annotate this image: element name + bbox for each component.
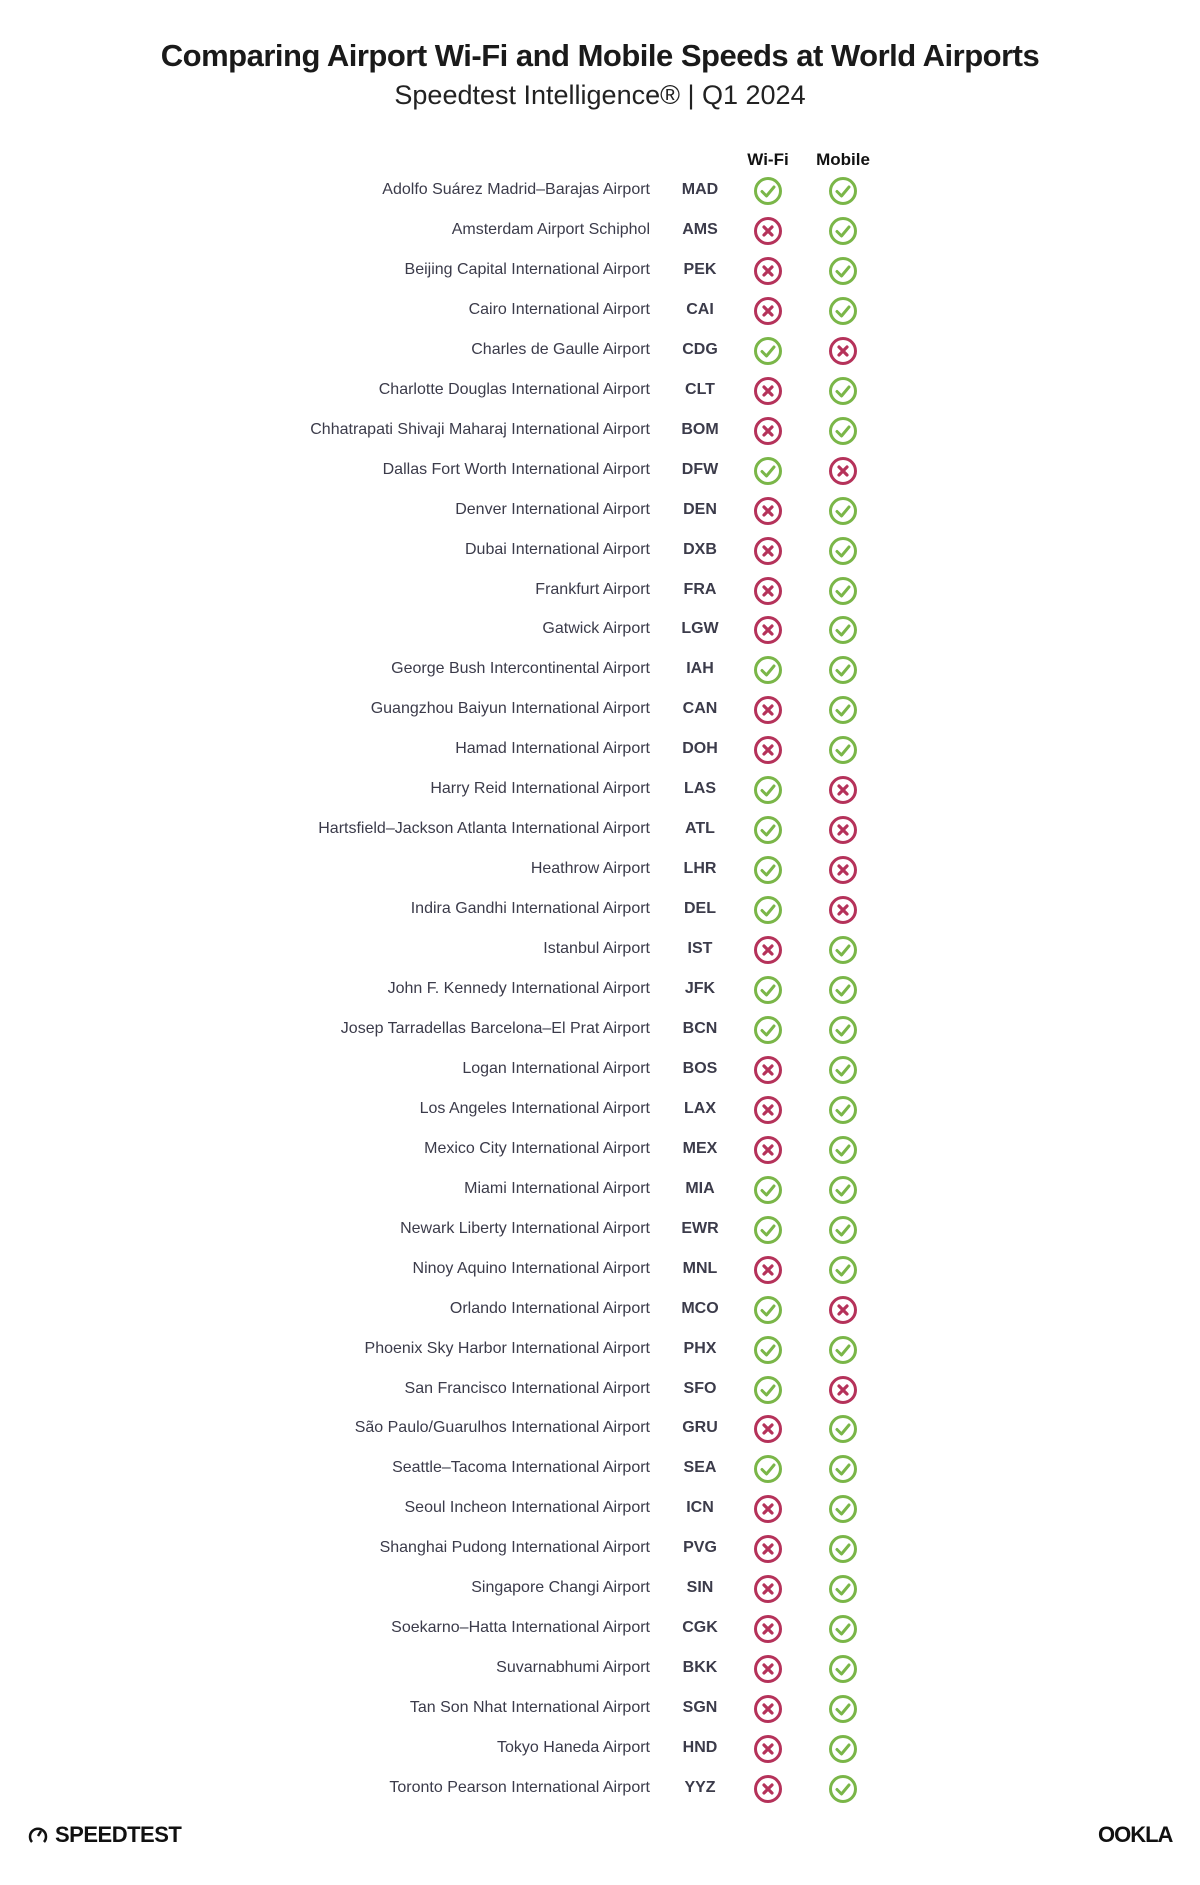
table-row <box>0 1090 1200 1130</box>
airport-name: John F. Kennedy International Airport <box>387 980 650 997</box>
airport-name: Beijing Capital International Airport <box>404 260 650 278</box>
wifi-check-icon <box>753 176 783 206</box>
airport-code: SGN <box>682 1699 718 1717</box>
table-row <box>0 810 1200 850</box>
mobile-check-icon <box>828 1414 858 1444</box>
airport-name: Dallas Fort Worth International Airport <box>382 460 650 478</box>
wifi-check-icon <box>753 1335 783 1365</box>
mobile-check-icon <box>828 176 858 206</box>
mobile-check-icon <box>828 975 858 1005</box>
airport-code: BOS <box>682 1059 718 1077</box>
mobile-check-icon <box>828 1335 858 1365</box>
airport-code: DXB <box>683 540 717 558</box>
table-row <box>0 571 1200 611</box>
mobile-check-icon <box>828 1215 858 1245</box>
table-row <box>0 1769 1200 1809</box>
airport-code: IST <box>687 940 713 958</box>
airport-code: LAX <box>684 1099 716 1117</box>
wifi-check-icon <box>753 1375 783 1405</box>
wifi-cross-icon <box>753 256 783 286</box>
mobile-check-icon <box>828 1614 858 1644</box>
mobile-check-icon <box>828 655 858 685</box>
airport-code: LHR <box>683 860 717 878</box>
airport-name: Singapore Changi Airport <box>471 1579 650 1597</box>
table-row <box>0 1569 1200 1609</box>
table-row <box>0 1250 1200 1290</box>
airport-code: DEL <box>684 900 716 918</box>
wifi-cross-icon <box>753 1135 783 1165</box>
airport-code: DOH <box>682 740 718 758</box>
mobile-cross-icon <box>828 815 858 845</box>
chart-subtitle: Speedtest Intelligence® | Q1 2024 <box>394 80 806 110</box>
mobile-check-icon <box>828 576 858 606</box>
airport-name: Shanghai Pudong International Airport <box>379 1539 650 1557</box>
wifi-cross-icon <box>753 1734 783 1764</box>
table-row <box>0 1529 1200 1569</box>
table-row <box>0 331 1200 371</box>
wifi-check-icon <box>753 1295 783 1325</box>
airport-code: BOM <box>681 420 719 438</box>
table-row <box>0 1729 1200 1769</box>
airport-name: Logan International Airport <box>462 1059 650 1077</box>
wifi-check-icon <box>753 1175 783 1205</box>
column-header-mobile: Mobile <box>816 150 870 169</box>
wifi-cross-icon <box>753 536 783 566</box>
airport-name: Ninoy Aquino International Airport <box>412 1259 650 1277</box>
airport-code: YYZ <box>684 1779 716 1796</box>
table-row <box>0 1609 1200 1649</box>
airport-name: Dubai International Airport <box>465 540 650 558</box>
mobile-check-icon <box>828 256 858 286</box>
wifi-cross-icon <box>753 1614 783 1644</box>
table-row <box>0 1210 1200 1250</box>
airport-name: Denver International Airport <box>455 500 650 518</box>
airport-code: CLT <box>685 380 715 398</box>
wifi-check-icon <box>753 655 783 685</box>
airport-code: CGK <box>682 1619 718 1637</box>
wifi-cross-icon <box>753 496 783 526</box>
airport-name: Indira Gandhi International Airport <box>410 900 650 918</box>
airport-name: Charlotte Douglas International Airport <box>378 380 650 398</box>
airport-code: MNL <box>682 1259 718 1277</box>
airport-name: Frankfurt Airport <box>535 580 650 598</box>
airport-code: DFW <box>681 460 719 478</box>
wifi-cross-icon <box>753 376 783 406</box>
mobile-check-icon <box>828 496 858 526</box>
airport-code: MCO <box>681 1299 719 1317</box>
airport-code: CAN <box>682 700 718 718</box>
airport-code: PEK <box>683 260 717 278</box>
mobile-check-icon <box>828 1494 858 1524</box>
table-row <box>0 251 1200 291</box>
wifi-cross-icon <box>753 1574 783 1604</box>
table-row <box>0 291 1200 331</box>
mobile-cross-icon <box>828 895 858 925</box>
table-row <box>0 930 1200 970</box>
table-row <box>0 1010 1200 1050</box>
chart-title: Comparing Airport Wi-Fi and Mobile Speeds at World Airports <box>160 38 1040 73</box>
airport-name: São Paulo/Guarulhos International Airport <box>354 1419 650 1437</box>
mobile-check-icon <box>828 695 858 725</box>
mobile-cross-icon <box>828 456 858 486</box>
airport-name: Gatwick Airport <box>542 620 650 638</box>
mobile-check-icon <box>828 1135 858 1165</box>
mobile-check-icon <box>828 935 858 965</box>
airport-name: Heathrow Airport <box>530 860 650 878</box>
mobile-check-icon <box>828 1574 858 1604</box>
table-row <box>0 371 1200 411</box>
airport-name: Soekarno–Hatta International Airport <box>391 1619 650 1637</box>
table-row <box>0 1330 1200 1370</box>
wifi-cross-icon <box>753 1534 783 1564</box>
airport-name: Seoul Incheon International Airport <box>404 1499 650 1517</box>
table-row <box>0 770 1200 810</box>
airport-name: Hamad International Airport <box>455 740 650 758</box>
wifi-cross-icon <box>753 1494 783 1524</box>
wifi-check-icon <box>753 975 783 1005</box>
table-row <box>0 1290 1200 1330</box>
wifi-check-icon <box>753 456 783 486</box>
wifi-cross-icon <box>753 1095 783 1125</box>
airport-code: AMS <box>682 220 718 238</box>
airport-name: Tan Son Nhat International Airport <box>409 1699 650 1717</box>
mobile-check-icon <box>828 1734 858 1764</box>
airport-name: Amsterdam Airport Schiphol <box>451 220 650 238</box>
airport-code: BCN <box>682 1019 718 1037</box>
airport-name: Mexico City International Airport <box>424 1139 650 1157</box>
table-row <box>0 531 1200 571</box>
wifi-check-icon <box>753 1015 783 1045</box>
airport-name: San Francisco International Airport <box>404 1379 650 1397</box>
airport-name: Istanbul Airport <box>543 940 650 958</box>
table-row <box>0 1370 1200 1410</box>
mobile-cross-icon <box>828 1295 858 1325</box>
airport-code: IAH <box>686 660 714 678</box>
table-row <box>0 211 1200 251</box>
mobile-cross-icon <box>828 855 858 885</box>
airport-code: CAI <box>686 300 714 318</box>
airport-name: Cairo International Airport <box>468 300 650 318</box>
wifi-cross-icon <box>753 735 783 765</box>
table-row <box>0 970 1200 1010</box>
wifi-cross-icon <box>753 1774 783 1804</box>
table-row <box>0 1409 1200 1449</box>
mobile-check-icon <box>828 376 858 406</box>
mobile-check-icon <box>828 1534 858 1564</box>
table-row <box>0 171 1200 211</box>
wifi-check-icon <box>753 1215 783 1245</box>
table-row <box>0 491 1200 531</box>
airport-code: ATL <box>685 820 715 838</box>
airport-code: SFO <box>683 1379 717 1397</box>
airport-name: Josep Tarradellas Barcelona–El Prat Airport <box>340 1019 650 1037</box>
airport-code: ICN <box>686 1499 714 1517</box>
airport-name: Suvarnabhumi Airport <box>496 1659 650 1677</box>
speedtest-logo-text: SPEEDTEST <box>55 1822 182 1847</box>
table-row <box>0 890 1200 930</box>
airport-code: EWR <box>681 1219 719 1237</box>
airport-name: Orlando International Airport <box>449 1299 650 1317</box>
wifi-cross-icon <box>753 216 783 246</box>
wifi-check-icon <box>753 855 783 885</box>
wifi-cross-icon <box>753 695 783 725</box>
table-row <box>0 1489 1200 1529</box>
airport-code: LGW <box>681 620 719 638</box>
mobile-check-icon <box>828 296 858 326</box>
airport-code: JFK <box>684 980 716 997</box>
wifi-cross-icon <box>753 1055 783 1085</box>
airport-code: SIN <box>686 1579 714 1597</box>
airport-name: Hartsfield–Jackson Atlanta International Airport <box>318 820 650 838</box>
wifi-cross-icon <box>753 935 783 965</box>
wifi-check-icon <box>753 1454 783 1484</box>
airport-code: MIA <box>685 1179 715 1197</box>
wifi-cross-icon <box>753 615 783 645</box>
airport-name: Phoenix Sky Harbor International Airport <box>364 1339 650 1357</box>
airport-code: PVG <box>683 1539 717 1557</box>
airport-code: FRA <box>683 580 717 598</box>
airport-name: Charles de Gaulle Airport <box>471 340 650 358</box>
mobile-cross-icon <box>828 775 858 805</box>
column-header-wifi: Wi-Fi <box>747 150 789 169</box>
airport-name: Newark Liberty International Airport <box>400 1219 650 1237</box>
table-row <box>0 1050 1200 1090</box>
table-row <box>0 690 1200 730</box>
table-row <box>0 850 1200 890</box>
mobile-check-icon <box>828 1095 858 1125</box>
table-row <box>0 1689 1200 1729</box>
table-row <box>0 650 1200 690</box>
table-row <box>0 1130 1200 1170</box>
wifi-cross-icon <box>753 1654 783 1684</box>
mobile-check-icon <box>828 416 858 446</box>
wifi-check-icon <box>753 336 783 366</box>
airport-name: Harry Reid International Airport <box>430 780 650 798</box>
speedtest-logo <box>27 1822 181 1848</box>
airport-code: LAS <box>684 780 716 798</box>
wifi-check-icon <box>753 775 783 805</box>
wifi-cross-icon <box>753 296 783 326</box>
wifi-cross-icon <box>753 1414 783 1444</box>
table-row <box>0 1449 1200 1489</box>
mobile-check-icon <box>828 615 858 645</box>
ookla-logo: OOKLA <box>1098 1822 1173 1847</box>
airport-code: SEA <box>683 1459 717 1477</box>
mobile-check-icon <box>828 1694 858 1724</box>
mobile-check-icon <box>828 536 858 566</box>
airport-code: PHX <box>683 1339 717 1357</box>
airport-name: Los Angeles International Airport <box>419 1099 650 1117</box>
mobile-check-icon <box>828 1454 858 1484</box>
table-row <box>0 1649 1200 1689</box>
table-row <box>0 730 1200 770</box>
airport-name: George Bush Intercontinental Airport <box>391 660 650 678</box>
airport-code: DEN <box>683 500 717 518</box>
airport-name: Adolfo Suárez Madrid–Barajas Airport <box>382 181 650 198</box>
airport-code: MEX <box>682 1139 718 1157</box>
mobile-cross-icon <box>828 1375 858 1405</box>
table-row <box>0 610 1200 650</box>
mobile-check-icon <box>828 1175 858 1205</box>
mobile-check-icon <box>828 1774 858 1804</box>
airport-code: BKK <box>682 1659 718 1677</box>
airport-code: MAD <box>681 181 719 198</box>
wifi-check-icon <box>753 815 783 845</box>
wifi-cross-icon <box>753 576 783 606</box>
wifi-cross-icon <box>753 1255 783 1285</box>
mobile-check-icon <box>828 1015 858 1045</box>
table-row <box>0 1170 1200 1210</box>
speedometer-icon <box>27 1824 49 1846</box>
wifi-check-icon <box>753 895 783 925</box>
table-row <box>0 451 1200 491</box>
airport-name: Guangzhou Baiyun International Airport <box>370 700 650 718</box>
mobile-check-icon <box>828 1055 858 1085</box>
mobile-check-icon <box>828 1654 858 1684</box>
airport-name: Chhatrapati Shivaji Maharaj International Airport <box>310 420 650 438</box>
airport-name: Toronto Pearson International Airport <box>389 1779 650 1796</box>
wifi-cross-icon <box>753 416 783 446</box>
airport-code: GRU <box>682 1419 718 1437</box>
wifi-cross-icon <box>753 1694 783 1724</box>
airport-name: Tokyo Haneda Airport <box>497 1739 650 1757</box>
airport-code: CDG <box>682 340 718 358</box>
airport-code: HND <box>682 1739 718 1757</box>
table-row <box>0 411 1200 451</box>
airport-name: Miami International Airport <box>464 1179 650 1197</box>
mobile-check-icon <box>828 216 858 246</box>
mobile-cross-icon <box>828 336 858 366</box>
mobile-check-icon <box>828 735 858 765</box>
airport-name: Seattle–Tacoma International Airport <box>392 1459 650 1477</box>
mobile-check-icon <box>828 1255 858 1285</box>
